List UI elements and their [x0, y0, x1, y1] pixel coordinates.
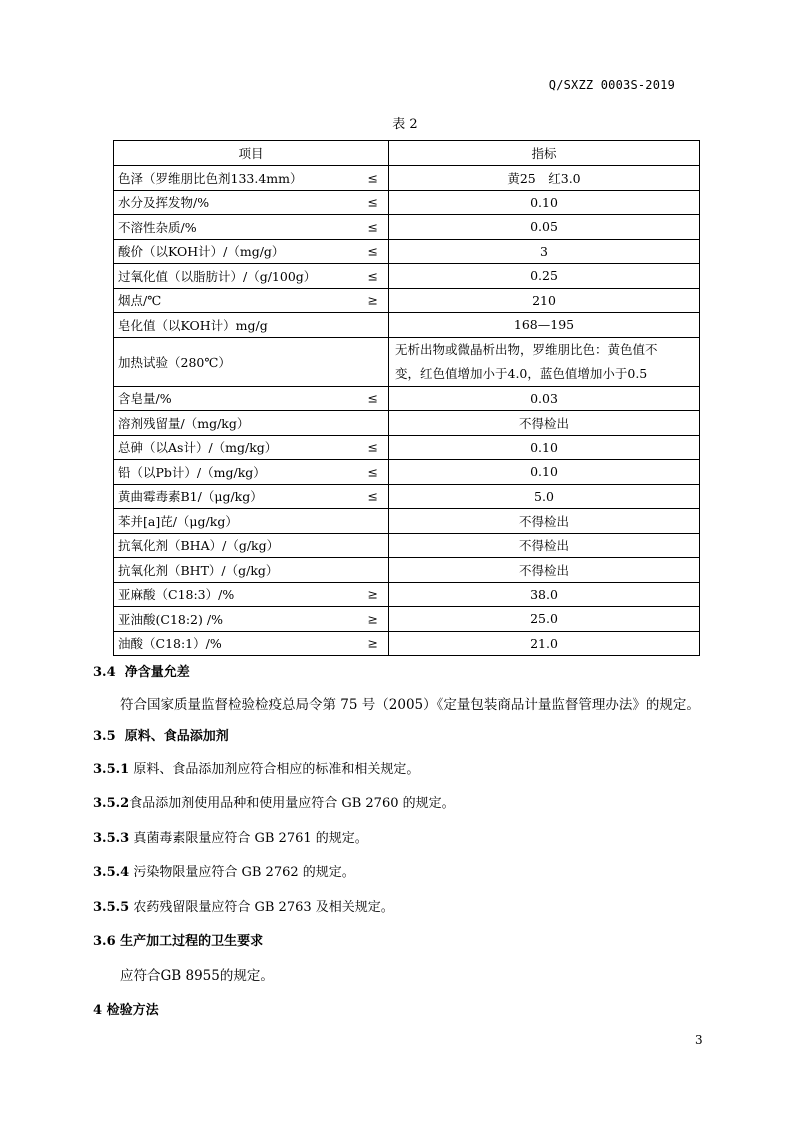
item-name: 不溶性杂质/% — [118, 219, 197, 235]
item-name: 过氧化值（以脂肪计）/（g/100g） — [118, 268, 317, 284]
table-row — [114, 239, 700, 264]
section-number: 3.4 — [93, 665, 116, 680]
table-row — [114, 288, 700, 313]
section-number: 3.5.3 — [93, 831, 130, 846]
section-3-5-1 — [93, 760, 419, 780]
indicator-value: 21.0 — [530, 635, 558, 651]
indicator-cell — [389, 558, 700, 583]
limit-sign: ≤ — [367, 488, 378, 504]
indicator-cell — [389, 288, 700, 313]
limit-sign: ≥ — [367, 586, 378, 602]
section-3-5-heading — [93, 727, 229, 747]
table-row — [114, 558, 700, 583]
limit-sign: ≥ — [367, 611, 378, 627]
section-number: 3.5.2 — [93, 796, 130, 811]
limit-sign: ≤ — [367, 219, 378, 235]
section-3-4-heading — [93, 663, 190, 683]
item-name: 烟点/℃ — [118, 293, 162, 309]
limit-sign: ≤ — [367, 243, 378, 259]
item-cell — [114, 582, 389, 607]
indicator-cell — [389, 435, 700, 460]
spec-table-body — [114, 166, 700, 656]
table-header-row — [114, 141, 700, 166]
item-name: 亚油酸(C18:2) /% — [118, 611, 223, 627]
table-row — [114, 509, 700, 534]
item-name: 酸价（以KOH计）/（mg/g） — [118, 244, 285, 260]
indicator-cell — [389, 239, 700, 264]
indicator-cell — [389, 509, 700, 534]
item-cell — [114, 239, 389, 264]
indicator-value: 0.03 — [530, 390, 558, 406]
section-title: 生产加工过程的卫生要求 — [120, 934, 264, 949]
table-row — [114, 631, 700, 656]
indicator-value: 210 — [532, 292, 556, 308]
indicator-value: 25.0 — [530, 611, 558, 627]
indicator-cell — [389, 607, 700, 632]
page-number: 3 — [695, 1033, 703, 1047]
item-name: 抗氧化剂（BHA）/（g/kg） — [118, 538, 280, 554]
item-cell — [114, 337, 389, 386]
section-number: 3.5.1 — [93, 762, 130, 777]
indicator-line: 无析出物或微晶析出物，罗维朋比色：黄色值不 — [395, 341, 658, 357]
indicator-value: 0.10 — [530, 194, 558, 210]
item-cell — [114, 484, 389, 509]
indicator-value: 不得检出 — [518, 415, 569, 431]
item-cell — [114, 411, 389, 436]
section-number: 3.5 — [93, 729, 116, 744]
item-cell — [114, 215, 389, 240]
indicator-cell — [389, 190, 700, 215]
item-name: 苯并[a]芘/（μg/kg） — [118, 513, 238, 529]
section-text: 原料、食品添加剂应符合相应的标准和相关规定。 — [133, 762, 420, 777]
item-cell — [114, 558, 389, 583]
indicator-value: 168—195 — [513, 317, 575, 333]
table-row — [114, 460, 700, 485]
table-row — [114, 190, 700, 215]
section-text: 真菌毒素限量应符合 GB 2761 的规定。 — [133, 831, 368, 846]
indicator-cell — [389, 460, 700, 485]
table-row — [114, 607, 700, 632]
section-3-5-3 — [93, 829, 368, 849]
item-name: 亚麻酸（C18:3）/% — [118, 587, 235, 603]
indicator-line: 变，红色值增加小于4.0，蓝色值增加小于0.5 — [395, 365, 648, 381]
table-row — [114, 582, 700, 607]
table-row — [114, 264, 700, 289]
item-cell — [114, 533, 389, 558]
limit-sign: ≤ — [367, 268, 378, 284]
item-cell — [114, 509, 389, 534]
item-name: 总砷（以As计）/（mg/kg） — [118, 440, 278, 456]
limit-sign: ≤ — [367, 439, 378, 455]
section-4-heading — [93, 1001, 159, 1021]
indicator-value: 3 — [540, 243, 548, 259]
section-title: 原料、食品添加剂 — [124, 729, 229, 744]
section-title: 检验方法 — [106, 1003, 159, 1018]
indicator-value: 5.0 — [534, 488, 554, 504]
indicator-cell — [389, 582, 700, 607]
section-number: 3.6 — [93, 934, 116, 949]
spec-table — [113, 140, 700, 656]
item-name: 加热试验（280℃） — [118, 354, 231, 370]
item-cell — [114, 264, 389, 289]
section-text: 食品添加剂使用品种和使用量应符合 GB 2760 的规定。 — [129, 796, 455, 811]
item-cell — [114, 460, 389, 485]
section-number: 3.5.4 — [93, 865, 130, 880]
item-cell — [114, 386, 389, 411]
item-name: 溶剂残留量/（mg/kg） — [118, 415, 250, 431]
item-name: 抗氧化剂（BHT）/（g/kg） — [118, 562, 279, 578]
table-row — [114, 337, 700, 386]
section-number: 3.5.5 — [93, 900, 130, 915]
indicator-cell — [389, 313, 700, 338]
section-3-4-text: 符合国家质量监督检验检疫总局令第 75 号（2005）《定量包装商品计量监督管理办法》的规定。 — [120, 697, 700, 713]
limit-sign: ≥ — [367, 292, 378, 308]
header-item: 项目 — [114, 141, 389, 166]
limit-sign: ≤ — [367, 390, 378, 406]
indicator-cell — [389, 631, 700, 656]
section-3-5-4 — [93, 863, 355, 883]
indicator-value: 不得检出 — [518, 562, 569, 578]
indicator-value: 不得检出 — [518, 513, 569, 529]
table-row — [114, 484, 700, 509]
item-cell — [114, 631, 389, 656]
indicator-value: 38.0 — [530, 586, 558, 602]
item-cell — [114, 288, 389, 313]
table-row — [114, 166, 700, 191]
item-name: 油酸（C18:1）/% — [118, 636, 222, 652]
indicator-cell — [389, 484, 700, 509]
item-cell — [114, 313, 389, 338]
indicator-value: 0.25 — [530, 268, 558, 284]
item-name: 铅（以Pb计）/（mg/kg） — [118, 464, 266, 480]
indicator-cell — [389, 386, 700, 411]
item-cell — [114, 607, 389, 632]
section-title: 净含量允差 — [124, 665, 190, 680]
item-name: 水分及挥发物/% — [118, 195, 210, 211]
indicator-value: 0.05 — [530, 219, 558, 235]
indicator-cell — [389, 264, 700, 289]
section-3-5-5 — [93, 898, 394, 918]
indicator-cell — [389, 411, 700, 436]
indicator-cell — [389, 215, 700, 240]
item-cell — [114, 435, 389, 460]
header-indicator: 指标 — [389, 141, 700, 166]
item-cell — [114, 166, 389, 191]
table-row — [114, 313, 700, 338]
item-name: 皂化值（以KOH计）mg/g — [118, 317, 268, 333]
table-row — [114, 386, 700, 411]
section-text: 农药残留限量应符合 GB 2763 及相关规定。 — [133, 900, 394, 915]
section-3-6-text: 应符合GB 8955的规定。 — [120, 968, 274, 984]
limit-sign: ≤ — [367, 170, 378, 186]
limit-sign: ≥ — [367, 635, 378, 651]
indicator-value: 0.10 — [530, 439, 558, 455]
item-name: 色泽（罗维朋比色剂133.4mm） — [118, 170, 303, 186]
table-row — [114, 215, 700, 240]
document-code: Q/SXZZ 0003S-2019 — [548, 78, 675, 92]
indicator-value: 黄25 红3.0 — [507, 170, 581, 186]
section-text: 污染物限量应符合 GB 2762 的规定。 — [133, 865, 355, 880]
indicator-value: 0.10 — [530, 464, 558, 480]
limit-sign: ≤ — [367, 194, 378, 210]
indicator-cell — [389, 337, 700, 386]
item-name: 含皂量/% — [118, 391, 172, 407]
section-number: 4 — [93, 1003, 103, 1018]
item-cell — [114, 190, 389, 215]
table-row — [114, 533, 700, 558]
section-3-5-2 — [93, 794, 455, 814]
indicator-cell — [389, 533, 700, 558]
table-row — [114, 435, 700, 460]
table-caption: 表 2 — [392, 117, 418, 132]
indicator-cell — [389, 166, 700, 191]
table-row — [114, 411, 700, 436]
section-3-6-heading — [93, 932, 263, 952]
indicator-value: 不得检出 — [518, 538, 569, 554]
limit-sign: ≤ — [367, 464, 378, 480]
item-name: 黄曲霉毒素B1/（μg/kg） — [118, 489, 263, 505]
